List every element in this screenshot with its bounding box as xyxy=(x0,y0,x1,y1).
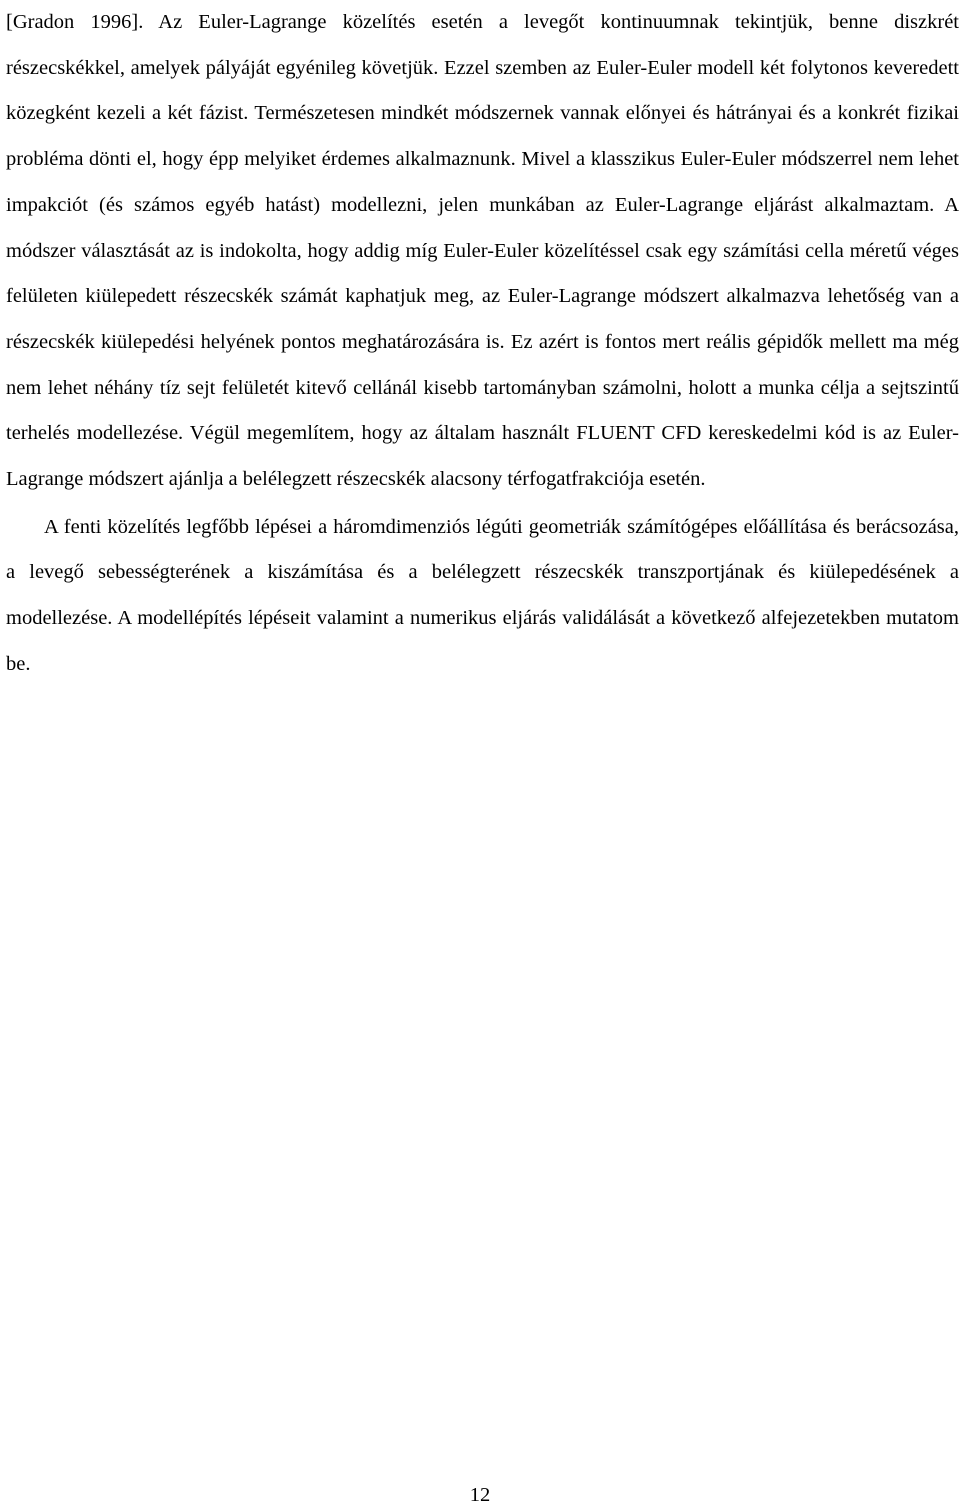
paragraph-1: [Gradon 1996]. Az Euler-Lagrange közelítés esetén a levegőt kontinuumnak tekintjük, benne diszkrét részecskékkel, amelyek pályáját egyénileg követjük. Ezzel szemben az Euler-Euler modell két folytonos keveredett közegként kezeli a két fázist. Természetesen mindkét módszernek vannak előnyei és hátrányai és a konkrét fizikai probléma dönti el, hogy épp melyiket érdemes alkalmaznunk. Mivel a klasszikus Euler-Euler módszerrel nem lehet impakciót (és számos egyéb hatást) modellezni, jelen munkában az Euler-Lagrange eljárást alkalmaztam. A módszer választását az is indokolta, hogy addig míg Euler-Euler közelítéssel csak egy számítási cella méretű véges felületen kiülepedett részecskék számát kaphatjuk meg, az Euler-Lagrange módszert alkalmazva lehetőség van a részecskék kiülepedési helyének pontos meghatározására is. Ez azért is fontos mert reális gépidők mellett ma még nem lehet néhány tíz sejt felületét kitevő cellánál kisebb tartományban számolni, holott a munka célja a sejtszintű terhelés modellezése. Végül megemlítem, hogy az általam használt FLUENT CFD kereskedelmi kód is az Euler-Lagrange módszert ajánlja a belélegzett részecskék alacsony térfogatfrakciója esetén. xyxy=(6,11,959,491)
body-text xyxy=(6,0,959,688)
page-number: 12 xyxy=(469,1484,491,1506)
paragraph-2: A fenti közelítés legfőbb lépései a háromdimenziós légúti geometriák számítógépes előállítása és berácsozása, a levegő sebességterének a kiszámítása és a belélegzett részecskék transzportjának és kiülepedésének a modellezése. A modellépítés lépéseit valamint a numerikus eljárás validálását a következő alfejezetekben mutatom be. xyxy=(6,515,959,675)
